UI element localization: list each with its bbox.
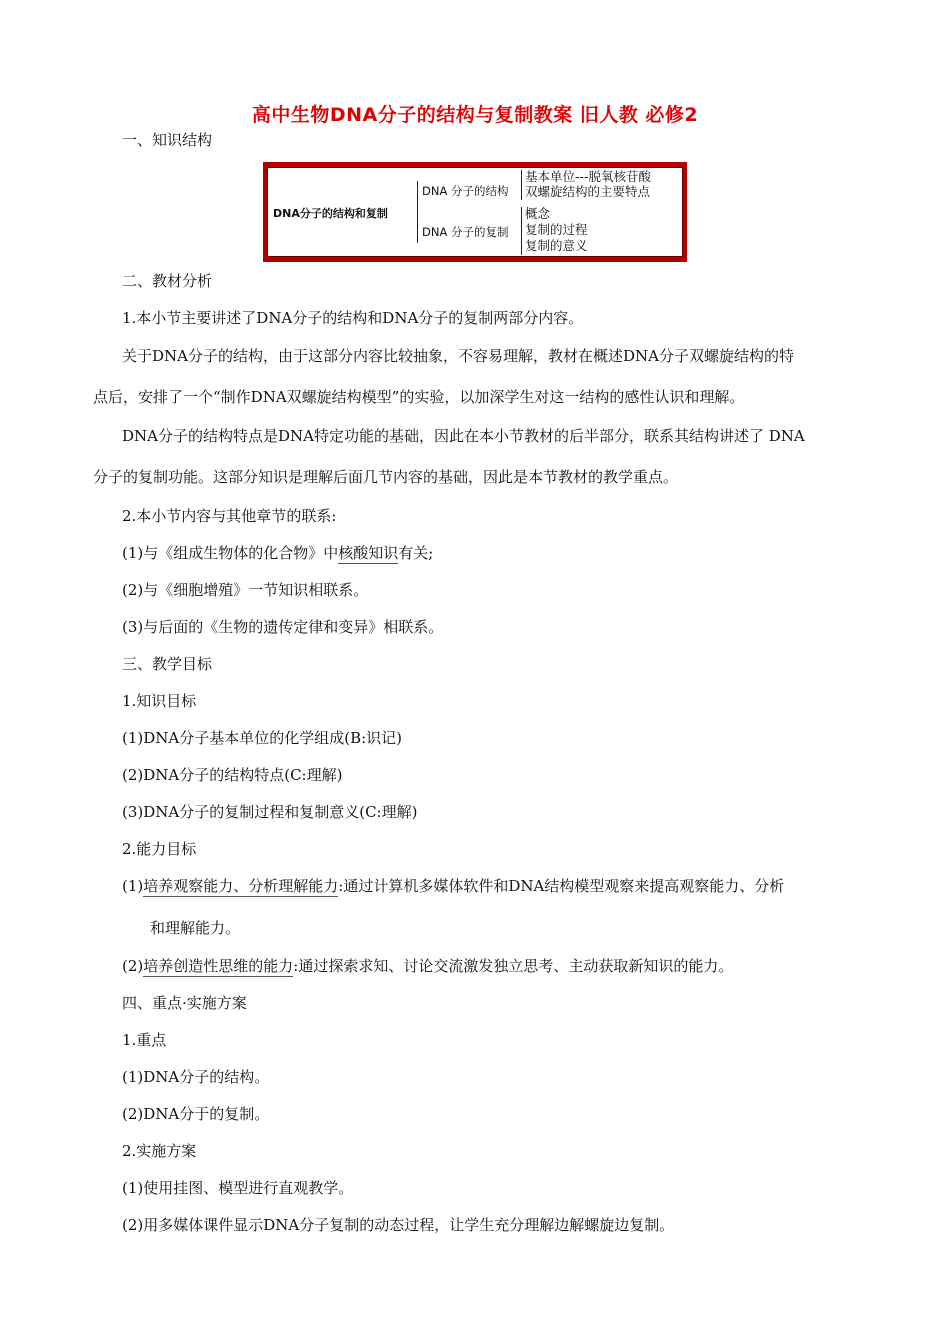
diagram-brace-replication — [521, 207, 522, 255]
diagram-root-label: DNA分子的结构和复制 — [273, 207, 388, 220]
paragraph — [122, 543, 433, 563]
text: (1) — [122, 877, 144, 895]
section-material-analysis: 二、教材分析 — [122, 272, 213, 290]
text: (1)与《组成生物体的化合物》中 — [122, 544, 339, 562]
paragraph — [122, 876, 784, 896]
section-teaching-goals: 三、教学目标 — [122, 655, 213, 673]
paragraph: (1)使用挂图、模型进行直观教学。 — [122, 1179, 354, 1197]
paragraph: 关于DNA分子的结构，由于这部分内容比较抽象，不容易理解，教材在概述DNA分子双螺旋结构的特 — [122, 347, 794, 365]
paragraph: 分子的复制功能。这部分知识是理解后面几节内容的基础，因此是本节教材的教学重点。 — [93, 468, 679, 486]
section-key-points: 四、重点·实施方案 — [122, 994, 247, 1012]
paragraph: (2)与《细胞增殖》一节知识相联系。 — [122, 581, 369, 599]
paragraph — [122, 956, 733, 976]
paragraph: (3)DNA分子的复制过程和复制意义(C:理解) — [122, 803, 418, 821]
paragraph: 1.知识目标 — [122, 692, 197, 710]
section-knowledge-structure: 一、知识结构 — [122, 131, 213, 149]
diagram-branch-replication: DNA 分子的复制 — [422, 225, 509, 239]
diagram-branch-structure: DNA 分子的结构 — [422, 184, 509, 198]
paragraph: (2)DNA分子的结构特点(C:理解) — [122, 766, 343, 784]
paragraph: 1.重点 — [122, 1031, 167, 1049]
text: :通过探索求知、讨论交流激发独立思考、主动获取新知识的能力。 — [293, 957, 734, 975]
page-title: 高中生物DNA分子的结构与复制教案 旧人教 必修2 — [251, 104, 699, 126]
paragraph: (3)与后面的《生物的遗传定律和变异》相联系。 — [122, 618, 444, 636]
text: (2) — [122, 957, 144, 975]
diagram-panel — [267, 167, 683, 257]
paragraph: (2)用多媒体课件显示DNA分子复制的动态过程，让学生充分理解边解螺旋边复制。 — [122, 1216, 675, 1234]
diagram-leaf-significance: 复制的意义 — [525, 238, 588, 253]
diagram-leaf-concept: 概念 — [525, 206, 551, 221]
paragraph: 1.本小节主要讲述了DNA分子的结构和DNA分子的复制两部分内容。 — [122, 309, 584, 327]
paragraph: 和理解能力。 — [150, 919, 241, 937]
paragraph: DNA分子的结构特点是DNA特定功能的基础，因此在本小节教材的后半部分，联系其结构讲述了 DNA — [122, 427, 805, 445]
paragraph: 2.能力目标 — [122, 840, 197, 858]
diagram-leaf-double-helix: 双螺旋结构的主要特点 — [525, 184, 651, 199]
underlined-text: 培养观察能力、分析理解能力 — [143, 877, 339, 895]
diagram-leaf-process: 复制的过程 — [525, 222, 588, 237]
text: 有关; — [398, 544, 434, 562]
paragraph: (1)DNA分子基本单位的化学组成(B:识记) — [122, 729, 403, 747]
paragraph: (2)DNA分于的复制。 — [122, 1105, 270, 1123]
paragraph: 2.实施方案 — [122, 1142, 197, 1160]
text: :通过计算机多媒体软件和DNA结构模型观察来提高观察能力、分析 — [338, 877, 785, 895]
underlined-text: 核酸知识 — [338, 544, 399, 562]
knowledge-structure-diagram — [263, 162, 687, 262]
paragraph: 点后，安排了一个“制作DNA双螺旋结构模型”的实验，以加深学生对这一结构的感性认识和理解。 — [93, 388, 745, 406]
paragraph: (1)DNA分子的结构。 — [122, 1068, 270, 1086]
paragraph: 2.本小节内容与其他章节的联系: — [122, 507, 337, 525]
diagram-brace-structure — [521, 170, 522, 200]
underlined-text: 培养创造性思维的能力 — [143, 957, 294, 975]
diagram-brace-root — [417, 181, 418, 243]
diagram-leaf-basic-unit: 基本单位---脱氧核苷酸 — [525, 169, 652, 184]
